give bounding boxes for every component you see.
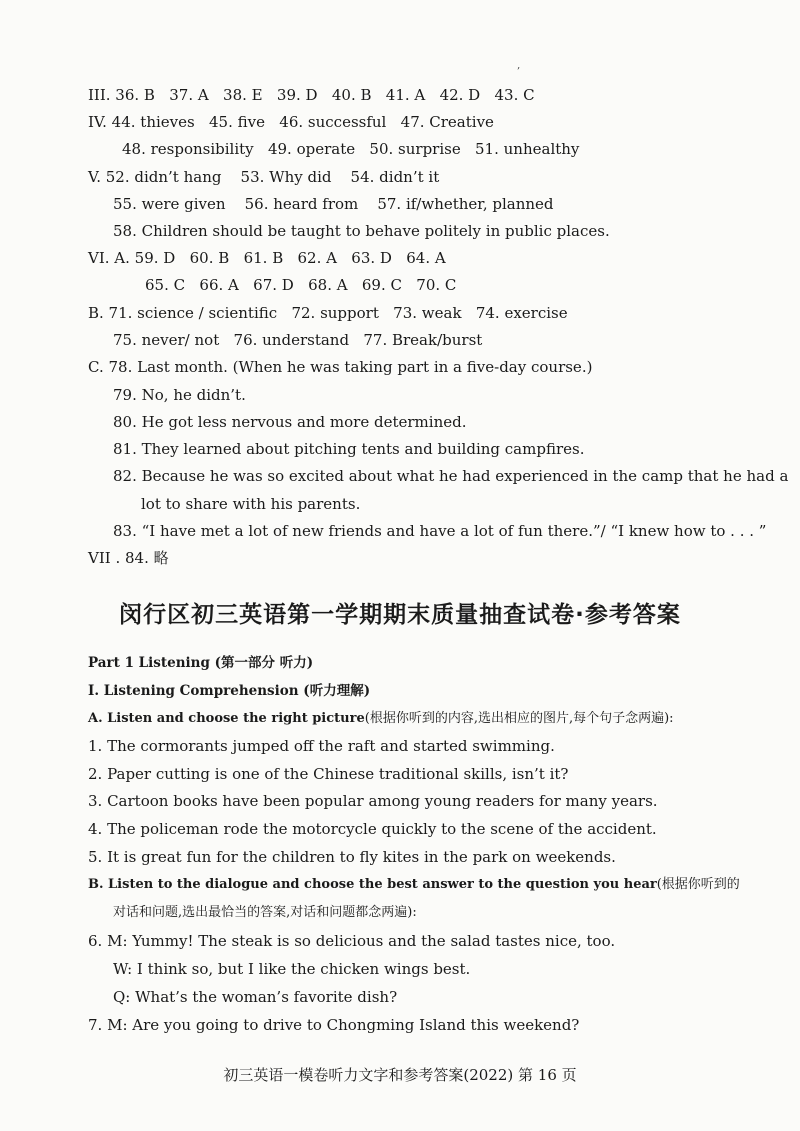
listening-item: 2. Paper cutting is one of the Chinese traditional skills, isn’t it? (88, 765, 569, 783)
section-A-title: A. Listen and choose the right picture (88, 711, 365, 726)
section-I-heading: I. Listening Comprehension (听力理解) (88, 683, 371, 699)
answers-V-line3: 58. Children should be taught to behave politely in public places. (113, 222, 610, 240)
section-B-note-line2: 对话和问题,选出最恰当的答案,对话和问题都念两遍): (113, 905, 417, 920)
answers-C-79: 79. No, he didn’t. (113, 386, 246, 404)
answers-C-78: C. 78. Last month. (When he was taking part in a five-day course.) (88, 358, 593, 376)
listening-item: 3. Cartoon books have been popular among young readers for many years. (88, 792, 658, 810)
answers-B-line2: 75. never/ not 76. understand 77. Break/burst (113, 331, 483, 349)
answers-IV-line1: IV. 44. thieves 45. five 46. successful 47. Creative (88, 113, 494, 131)
page-title: 闵行区初三英语第一学期期末质量抽查试卷·参考答案 (119, 602, 681, 628)
part1-heading: Part 1 Listening (第一部分 听力) (88, 655, 314, 671)
dialogue-6-man: 6. M: Yummy! The steak is so delicious and the salad tastes nice, too. (88, 932, 616, 950)
answers-VI-A-line2: 65. C 66. A 67. D 68. A 69. C 70. C (145, 276, 457, 294)
dialogue-6-question: Q: What’s the woman’s favorite dish? (113, 988, 398, 1006)
listening-item: 4. The policeman rode the motorcycle quickly to the scene of the accident. (88, 820, 657, 838)
scan-mark: ‚ (517, 60, 521, 71)
answers-C-80: 80. He got less nervous and more determined. (113, 413, 467, 431)
dialogue-7-man: 7. M: Are you going to drive to Chongming Island this weekend? (88, 1016, 580, 1034)
answers-III: III. 36. B 37. A 38. E 39. D 40. B 41. A 42. D 43. C (88, 86, 535, 104)
section-B-instruction (88, 876, 740, 894)
answers-C-81: 81. They learned about pitching tents and building campfires. (113, 440, 585, 458)
section-B-title: B. Listen to the dialogue and choose the best answer to the question you hear (88, 877, 657, 892)
section-A-note: (根据你听到的内容,选出相应的图片,每个句子念两遍): (364, 711, 674, 726)
answers-VII: VII . 84. 略 (88, 549, 169, 567)
answers-C-82-line1: 82. Because he was so excited about what he had experienced in the camp that he had a (113, 467, 789, 485)
answers-C-82-line2: lot to share with his parents. (141, 495, 361, 513)
listening-item: 5. It is great fun for the children to fly kites in the park on weekends. (88, 848, 616, 866)
dialogue-6-woman: W: I think so, but I like the chicken wings best. (113, 960, 471, 978)
section-B-note: (根据你听到的 (656, 877, 740, 892)
answers-VI-A-line1: VI. A. 59. D 60. B 61. B 62. A 63. D 64. A (88, 249, 446, 267)
answers-V-line1: V. 52. didn’t hang 53. Why did 54. didn’t it (88, 168, 440, 186)
listening-item: 1. The cormorants jumped off the raft and started swimming. (88, 737, 555, 755)
answers-B-line1: B. 71. science / scientific 72. support 73. weak 74. exercise (88, 304, 568, 322)
answers-C-83: 83. “I have met a lot of new friends and have a lot of fun there.”/ “I knew how to . . . ” (113, 522, 767, 540)
answers-IV-line2: 48. responsibility 49. operate 50. surprise 51. unhealthy (122, 140, 580, 158)
page-footer: 初三英语一模卷听力文字和参考答案(2022) 第 16 页 (223, 1066, 577, 1084)
section-A-instruction (88, 710, 674, 728)
answers-V-line2: 55. were given 56. heard from 57. if/whether, planned (113, 195, 554, 213)
